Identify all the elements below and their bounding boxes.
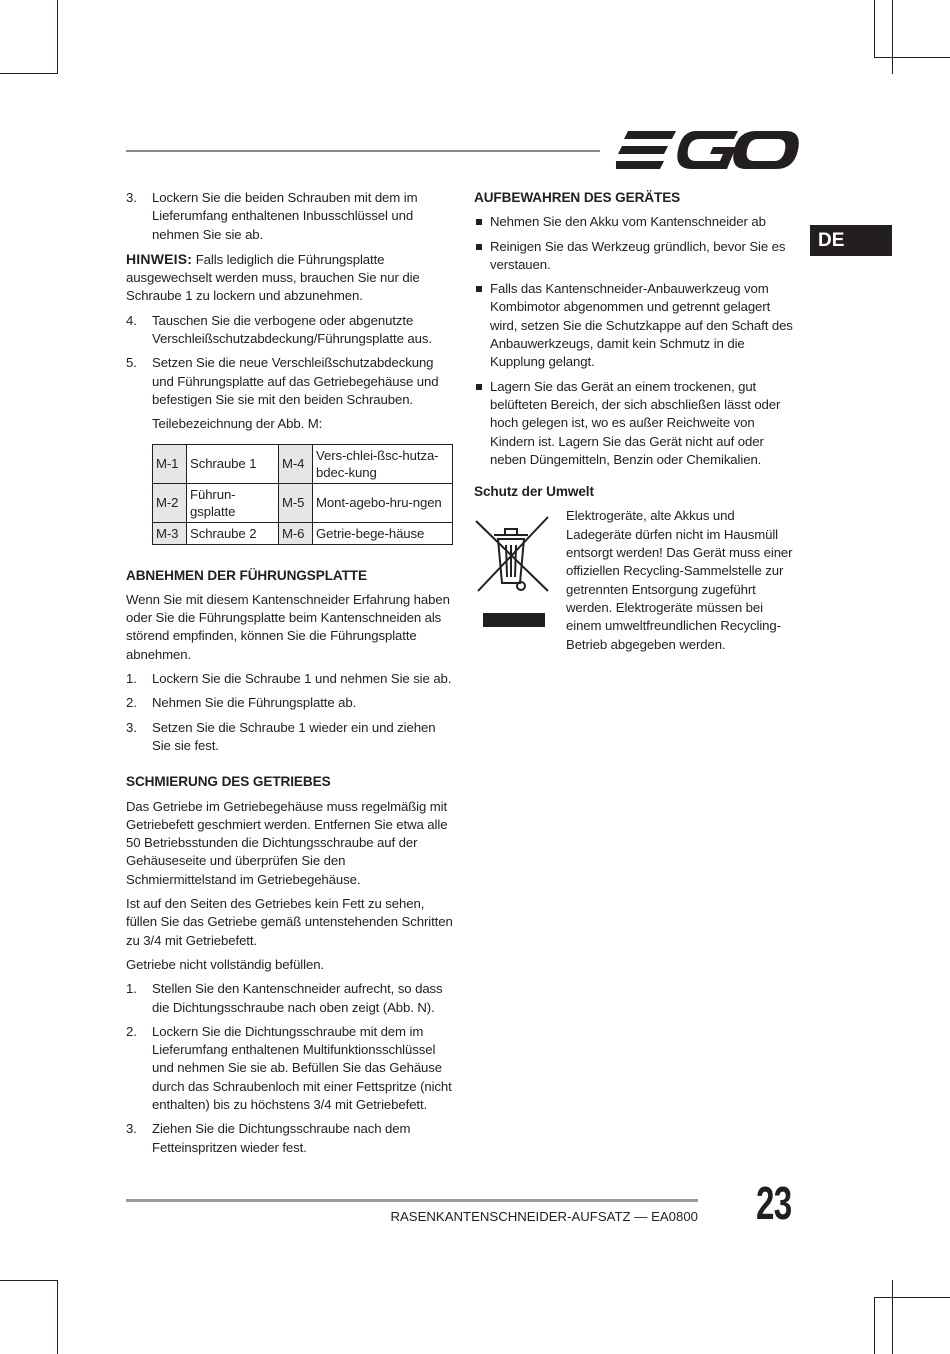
bullet-square-icon [474, 280, 490, 371]
list-item [126, 670, 456, 688]
crop-mark [874, 57, 950, 58]
table-cell: Vers-chlei-ßsc-hutza-bdec-kung [313, 444, 453, 483]
list-text: Lockern Sie die Schraube 1 und nehmen Sie sie ab. [152, 671, 452, 687]
section-heading: ABNEHMEN DER FÜHRUNGSPLATTE [126, 567, 367, 583]
section-heading: AUFBEWAHREN DES GERÄTES [474, 190, 681, 205]
crop-mark [874, 1297, 875, 1354]
weee-bar [483, 613, 545, 627]
table-cell: M-2 [153, 483, 187, 522]
table-cell: M-1 [153, 444, 187, 483]
crop-mark [57, 1280, 58, 1354]
table-cell: Schraube 2 [187, 522, 279, 544]
hinweis-text: Falls lediglich die Führungsplatte ausgewechselt werden muss, brauchen Sie nur die Schraube 1 zu lockern und abzunehmen. [126, 251, 420, 304]
section-heading: SCHMIERUNG DES GETRIEBES [126, 774, 331, 790]
table-cell: M-4 [279, 444, 313, 483]
crossed-bin-icon [474, 507, 566, 657]
list-text: Nehmen Sie die Führungsplatte ab. [152, 695, 357, 711]
bullet-text: Lagern Sie das Gerät an einem trockenen, gut belüfteten Bereich, der sich abschließen lässt oder hoch gelegen ist, wo es außer Reichweite von Kindern ist. Lagern Sie das Gerät nicht auf oder neben Düngemitteln, Benzin oder Chemikalien. [490, 378, 781, 467]
list-item [126, 980, 456, 1017]
bullet-square-icon [474, 213, 490, 231]
footer-rule [126, 1199, 698, 1202]
bullet-item [474, 280, 799, 371]
list-text: Setzen Sie die neue Verschleißschutzabdeckung und Führungsplatte auf das Getriebegehäuse und befestigen Sie sie mit den beiden Schrauben. [152, 355, 439, 407]
section-heading: Schutz der Umwelt [474, 484, 594, 500]
crop-mark [57, 0, 58, 74]
environment-text: Elektrogeräte, alte Akkus und Ladegeräte dürfen nicht im Hausmüll entsorgt werden! Das Gerät muss einer offiziellen Recycling-Sammelstelle zur getrennten Entsorgung zugeführt werden. Elektrogeräte müssen bei einem umweltfreundlichen Recycling-Betrieb abgegeben werden. [566, 508, 793, 652]
environment-block [474, 507, 799, 657]
crop-mark [874, 0, 875, 58]
left-column [126, 189, 456, 1163]
bullet-square-icon [474, 238, 490, 275]
paragraph: Wenn Sie mit diesem Kantenschneider Erfahrung haben oder Sie die Führungsplatte beim Kantenschneiden als störend empfinden, können Sie die Führungsplatte abnehmen. [126, 591, 450, 662]
list-number: 4. [126, 312, 137, 328]
list-item [126, 1023, 456, 1114]
table-cell: M-6 [279, 522, 313, 544]
list-text: Lockern Sie die beiden Schrauben mit dem im Lieferumfang enthaltenen Inbusschlüssel und nehmen Sie sie ab. [152, 190, 418, 242]
table-cell: Getrie-bege-häuse [313, 522, 453, 544]
list-item [126, 719, 456, 756]
crop-mark [892, 1280, 893, 1354]
bullet-item [474, 213, 799, 231]
table-cell: M-3 [153, 522, 187, 544]
hinweis-note [126, 250, 456, 306]
crop-mark [0, 1280, 57, 1281]
list-text: Setzen Sie die Schraube 1 wieder ein und ziehen Sie sie fest. [152, 719, 436, 753]
table-row [153, 522, 453, 544]
table-cell: Führun-gsplatte [187, 483, 279, 522]
list-item [126, 312, 456, 349]
crop-mark [874, 1297, 950, 1298]
list-number: 3. [126, 719, 137, 735]
list-number: 3. [126, 190, 137, 205]
list-number: 1. [126, 671, 137, 687]
footer-title: RASENKANTENSCHNEIDER-AUFSATZ — EA0800 [390, 1209, 698, 1224]
right-column [474, 189, 799, 657]
list-item [126, 1120, 456, 1157]
table-row [153, 444, 453, 483]
list-item [126, 694, 456, 712]
crop-mark [892, 0, 893, 74]
bullet-text: Nehmen Sie den Akku vom Kantenschneider ab [490, 214, 766, 230]
list-text: Stellen Sie den Kantenschneider aufrecht, so dass die Dichtungsschraube nach oben zeigt (Abb. N). [152, 981, 443, 1015]
list-number: 2. [126, 695, 137, 711]
parts-table [152, 444, 453, 545]
bullet-text: Reinigen Sie das Werkzeug gründlich, bevor Sie es verstauen. [490, 238, 786, 272]
list-number: 2. [126, 1023, 137, 1039]
list-item [126, 189, 456, 244]
paragraph: Das Getriebe im Getriebegehäuse muss regelmäßig mit Getriebefett geschmiert werden. Entfernen Sie etwa alle 50 Betriebsstunden die Dichtungsschraube auf der Gehäuseseite und überprüfen Sie den Schmiermittelstand im Getriebegehäuse. [126, 798, 448, 887]
hinweis-label: HINWEIS: [126, 250, 193, 267]
list-text: Tauschen Sie die verbogene oder abgenutzte Verschleißschutzabdeckung/Führungsplatte aus. [152, 312, 432, 347]
bullet-item [474, 378, 799, 469]
table-cell: Schraube 1 [187, 444, 279, 483]
language-tab: DE [810, 225, 892, 256]
bullet-square-icon [474, 378, 490, 469]
list-item [126, 354, 456, 409]
header-rule [126, 150, 600, 152]
table-cell: M-5 [279, 483, 313, 522]
table-row [153, 483, 453, 522]
paragraph: Ist auf den Seiten des Getriebes kein Fett zu sehen, füllen Sie das Getriebe gemäß untenstehenden Schritten zu 3/4 mit Getriebefett. [126, 896, 453, 948]
crop-mark [0, 73, 57, 74]
list-text: Lockern Sie die Dichtungsschraube mit dem im Lieferumfang enthaltenen Multifunktionsschlüssel und nehmen Sie sie ab. Befüllen Sie das Gehäuse durch das Schraubenloch mit einer Fettspritze (nicht enthalten) bis zu höchstens 3/4 mit Getriebefett. [152, 1023, 452, 1112]
parts-caption: Teilebezeichnung der Abb. M: [152, 416, 323, 432]
bullet-item [474, 238, 799, 275]
ego-logo [616, 128, 800, 172]
page-number: 23 [756, 1177, 792, 1229]
list-number: 5. [126, 355, 137, 371]
list-number: 1. [126, 981, 137, 997]
bullet-text: Falls das Kantenschneider-Anbauwerkzeug vom Kombimotor abgenommen und getrennt gelagert wird, setzen Sie die Schutzkappe auf den Schaft des Anbauwerkzeugs, damit kein Schmutz in die Kupplung gelangt. [490, 281, 793, 370]
table-cell: Mont-agebo-hru-ngen [313, 483, 453, 522]
list-number: 3. [126, 1121, 137, 1137]
list-text: Ziehen Sie die Dichtungsschraube nach dem Fetteinspritzen wieder fest. [152, 1121, 411, 1155]
paragraph: Getriebe nicht vollständig befüllen. [126, 956, 324, 972]
